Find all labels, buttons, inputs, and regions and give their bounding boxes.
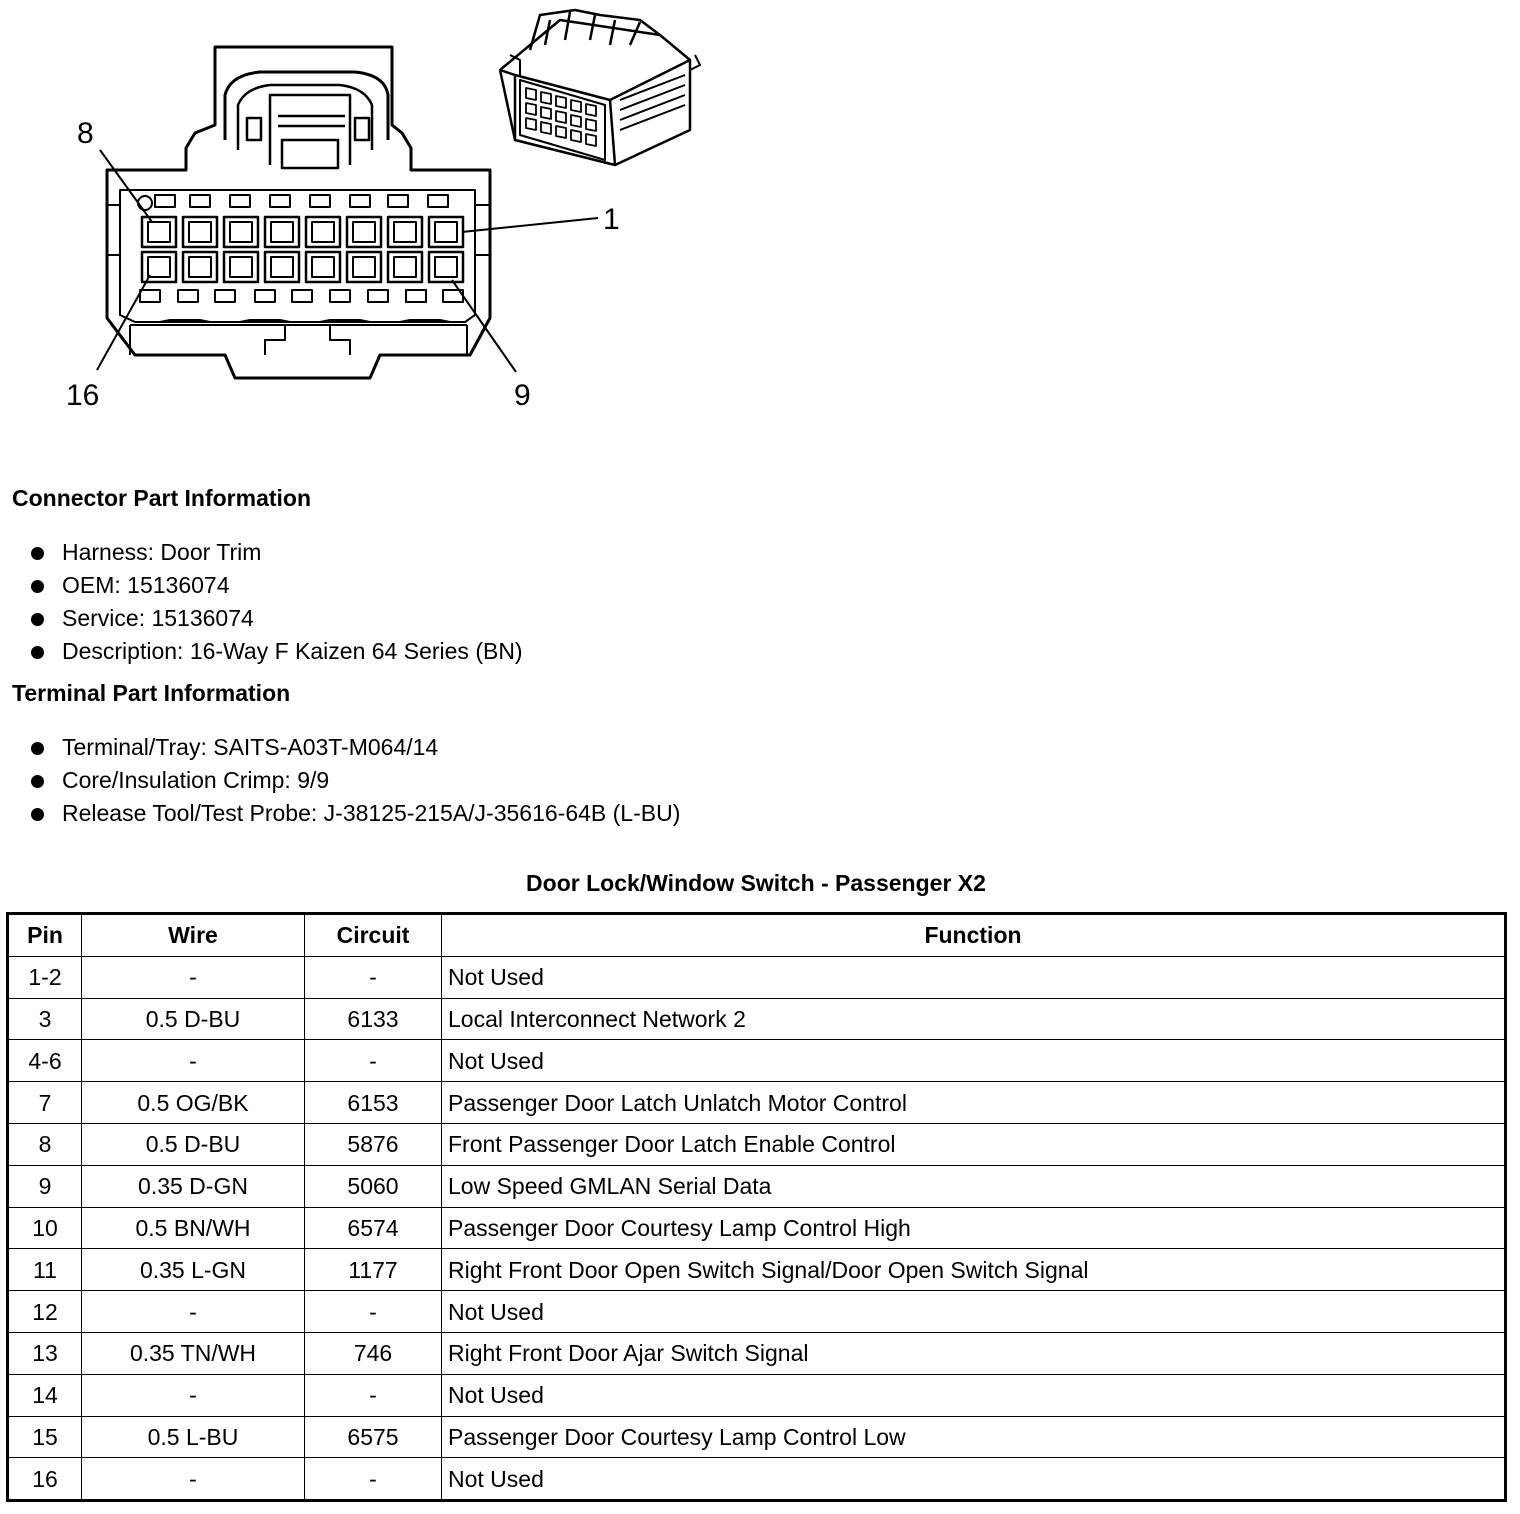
connector-diagram [0, 0, 760, 430]
bullet-icon [31, 613, 44, 626]
table-row [8, 1374, 1506, 1416]
table-header-row [8, 914, 1506, 957]
connector-info-title: Connector Part Information [12, 485, 312, 511]
pin-label-9: 9 [514, 379, 531, 412]
cell-pin: 4-6 [8, 1040, 82, 1082]
cell-wire: 0.35 TN/WH [82, 1332, 305, 1374]
header-wire: Wire [82, 914, 305, 957]
table-row [8, 1291, 1506, 1333]
table-row [8, 1458, 1506, 1501]
cell-pin: 12 [8, 1291, 82, 1333]
terminal-info-title: Terminal Part Information [12, 680, 291, 706]
table-row [8, 1207, 1506, 1249]
table-row [8, 998, 1506, 1040]
cell-pin: 14 [8, 1374, 82, 1416]
cell-wire: 0.5 BN/WH [82, 1207, 305, 1249]
cell-pin: 9 [8, 1165, 82, 1207]
cell-circuit: 6153 [305, 1082, 442, 1124]
cell-wire: 0.5 L-BU [82, 1416, 305, 1458]
cell-function: Not Used [442, 1291, 1506, 1333]
cell-pin: 13 [8, 1332, 82, 1374]
cell-pin: 8 [8, 1123, 82, 1165]
header-circuit: Circuit [305, 914, 442, 957]
cell-circuit: 6133 [305, 998, 442, 1040]
bullet-icon [31, 808, 44, 821]
terminal-info-list [28, 731, 680, 830]
connector-isometric-view [500, 10, 700, 165]
cell-circuit: 746 [305, 1332, 442, 1374]
cell-function: Right Front Door Open Switch Signal/Door Open Switch Signal [442, 1249, 1506, 1291]
cell-pin: 3 [8, 998, 82, 1040]
cell-function: Not Used [442, 1374, 1506, 1416]
cell-pin: 1-2 [8, 956, 82, 998]
cell-function: Passenger Door Courtesy Lamp Control Low [442, 1416, 1506, 1458]
table-title: Door Lock/Window Switch - Passenger X2 [526, 870, 986, 896]
cell-circuit: 6575 [305, 1416, 442, 1458]
cell-circuit: - [305, 956, 442, 998]
cell-pin: 16 [8, 1458, 82, 1501]
cell-wire: 0.5 OG/BK [82, 1082, 305, 1124]
pinout-table [6, 912, 1507, 1502]
pin-label-16: 16 [66, 379, 100, 412]
table-body [8, 956, 1506, 1500]
cell-circuit: 5876 [305, 1123, 442, 1165]
cell-function: Passenger Door Courtesy Lamp Control High [442, 1207, 1506, 1249]
connector-info-list [28, 536, 523, 668]
header-function: Function [442, 914, 1506, 957]
list-item: OEM: 15136074 [28, 569, 523, 602]
cell-function: Right Front Door Ajar Switch Signal [442, 1332, 1506, 1374]
cell-circuit: - [305, 1374, 442, 1416]
cell-pin: 11 [8, 1249, 82, 1291]
bullet-icon [31, 775, 44, 788]
cell-function: Passenger Door Latch Unlatch Motor Control [442, 1082, 1506, 1124]
cell-circuit: - [305, 1458, 442, 1501]
cell-wire: - [82, 1040, 305, 1082]
cell-wire: - [82, 1374, 305, 1416]
table-row [8, 1332, 1506, 1374]
cell-function: Low Speed GMLAN Serial Data [442, 1165, 1506, 1207]
table-row [8, 1082, 1506, 1124]
cell-function: Not Used [442, 956, 1506, 998]
pin-label-8: 8 [77, 117, 94, 150]
cell-function: Not Used [442, 1458, 1506, 1501]
list-item: Harness: Door Trim [28, 536, 523, 569]
cell-circuit: 5060 [305, 1165, 442, 1207]
cell-pin: 15 [8, 1416, 82, 1458]
list-item: Service: 15136074 [28, 602, 523, 635]
bullet-icon [31, 580, 44, 593]
bullet-icon [31, 646, 44, 659]
cell-wire: - [82, 1458, 305, 1501]
list-item: Terminal/Tray: SAITS-A03T-M064/14 [28, 731, 680, 764]
table-row [8, 1249, 1506, 1291]
cell-circuit: - [305, 1040, 442, 1082]
bullet-icon [31, 742, 44, 755]
cell-function: Front Passenger Door Latch Enable Control [442, 1123, 1506, 1165]
cell-pin: 10 [8, 1207, 82, 1249]
cell-wire: 0.35 L-GN [82, 1249, 305, 1291]
list-item: Core/Insulation Crimp: 9/9 [28, 764, 680, 797]
list-item: Release Tool/Test Probe: J-38125-215A/J-35616-64B (L-BU) [28, 797, 680, 830]
cell-wire: 0.5 D-BU [82, 1123, 305, 1165]
table-row [8, 956, 1506, 998]
connector-housing-outline [107, 47, 490, 378]
cell-wire: 0.35 D-GN [82, 1165, 305, 1207]
cell-wire: - [82, 956, 305, 998]
cell-pin: 7 [8, 1082, 82, 1124]
cell-function: Not Used [442, 1040, 1506, 1082]
pin-label-1: 1 [603, 203, 620, 236]
cell-wire: 0.5 D-BU [82, 998, 305, 1040]
header-pin: Pin [8, 914, 82, 957]
connector-latch [225, 72, 388, 140]
bullet-icon [31, 547, 44, 560]
table-row [8, 1165, 1506, 1207]
table-row [8, 1416, 1506, 1458]
table-row [8, 1123, 1506, 1165]
list-item: Description: 16-Way F Kaizen 64 Series (BN) [28, 635, 523, 668]
cell-circuit: 1177 [305, 1249, 442, 1291]
cell-circuit: 6574 [305, 1207, 442, 1249]
table-row [8, 1040, 1506, 1082]
cell-circuit: - [305, 1291, 442, 1333]
cell-function: Local Interconnect Network 2 [442, 998, 1506, 1040]
cell-wire: - [82, 1291, 305, 1333]
